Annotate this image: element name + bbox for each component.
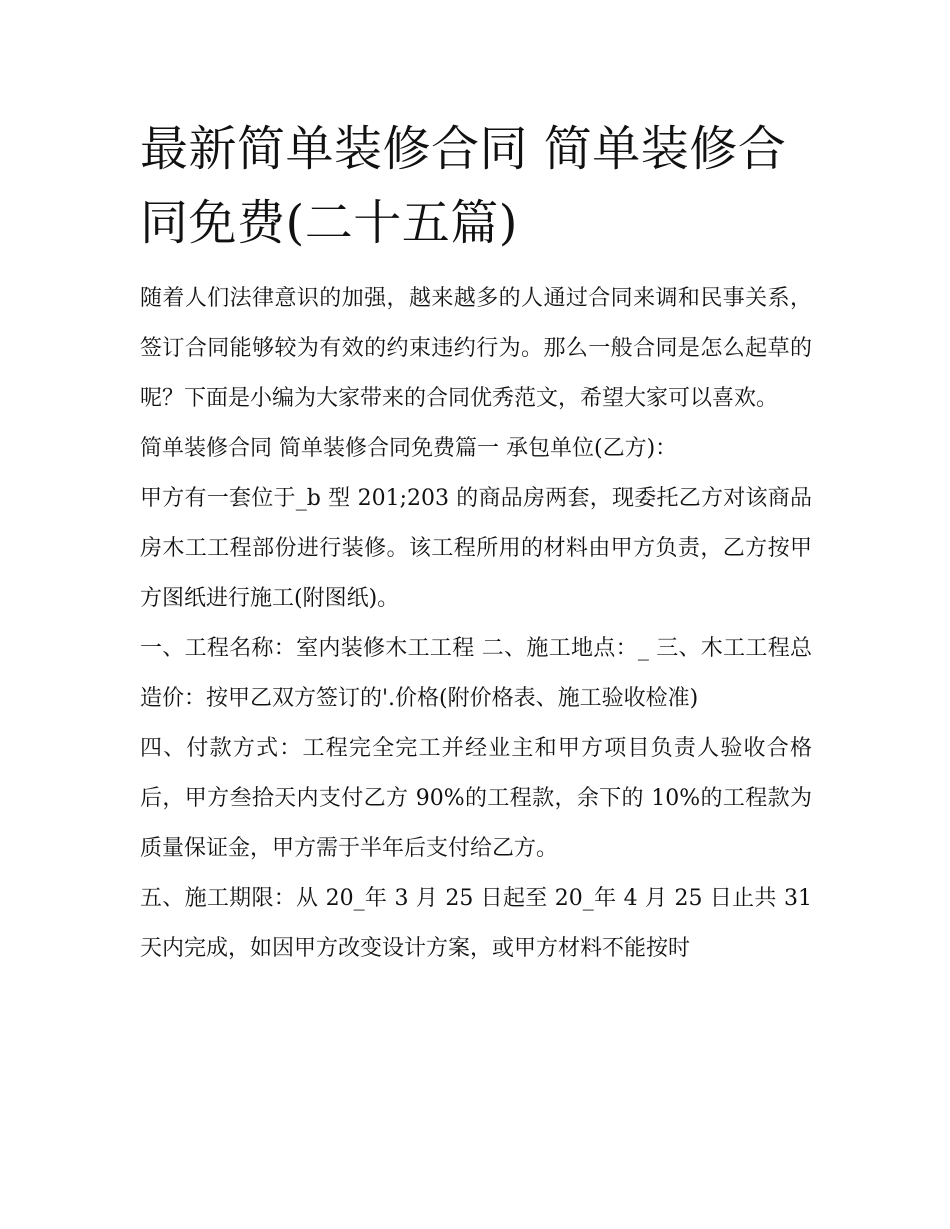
- document-page: [140, 112, 812, 974]
- payment-terms-paragraph: 四、付款方式：工程完全完工并经业主和甲方项目负责人验收合格后，甲方叁拾天内支付乙方 90%的工程款，余下的 10%的工程款为质量保证金，甲方需于半年后支付给乙方。: [140, 736, 812, 861]
- construction-period-paragraph: 五、施工期限：从 20_年 3 月 25 日起至 20_年 4 月 25 日止共 31 天内完成，如因甲方改变设计方案，或甲方材料不能按时: [140, 886, 812, 961]
- document-title: 最新简单装修合同 简单装修合同免费(二十五篇): [140, 121, 787, 251]
- project-name-paragraph: 一、工程名称：室内装修木工工程 二、施工地点：_ 三、木工工程总造价：按甲乙双方签订的'.价格(附价格表、施工验收检准): [140, 636, 812, 711]
- property-paragraph: 甲方有一套位于_b 型 201;203 的商品房两套，现委托乙方对该商品房木工工程部份进行装修。该工程所用的材料由甲方负责，乙方按甲方图纸进行施工(附图纸)。: [140, 486, 812, 611]
- section-heading-paragraph: 简单装修合同 简单装修合同免费篇一 承包单位(乙方)：: [140, 436, 678, 461]
- intro-paragraph: 随着人们法律意识的加强，越来越多的人通过合同来调和民事关系，签订合同能够较为有效的约束违约行为。那么一般合同是怎么起草的呢？下面是小编为大家带来的合同优秀范文，希望大家可以喜欢。: [140, 286, 812, 411]
